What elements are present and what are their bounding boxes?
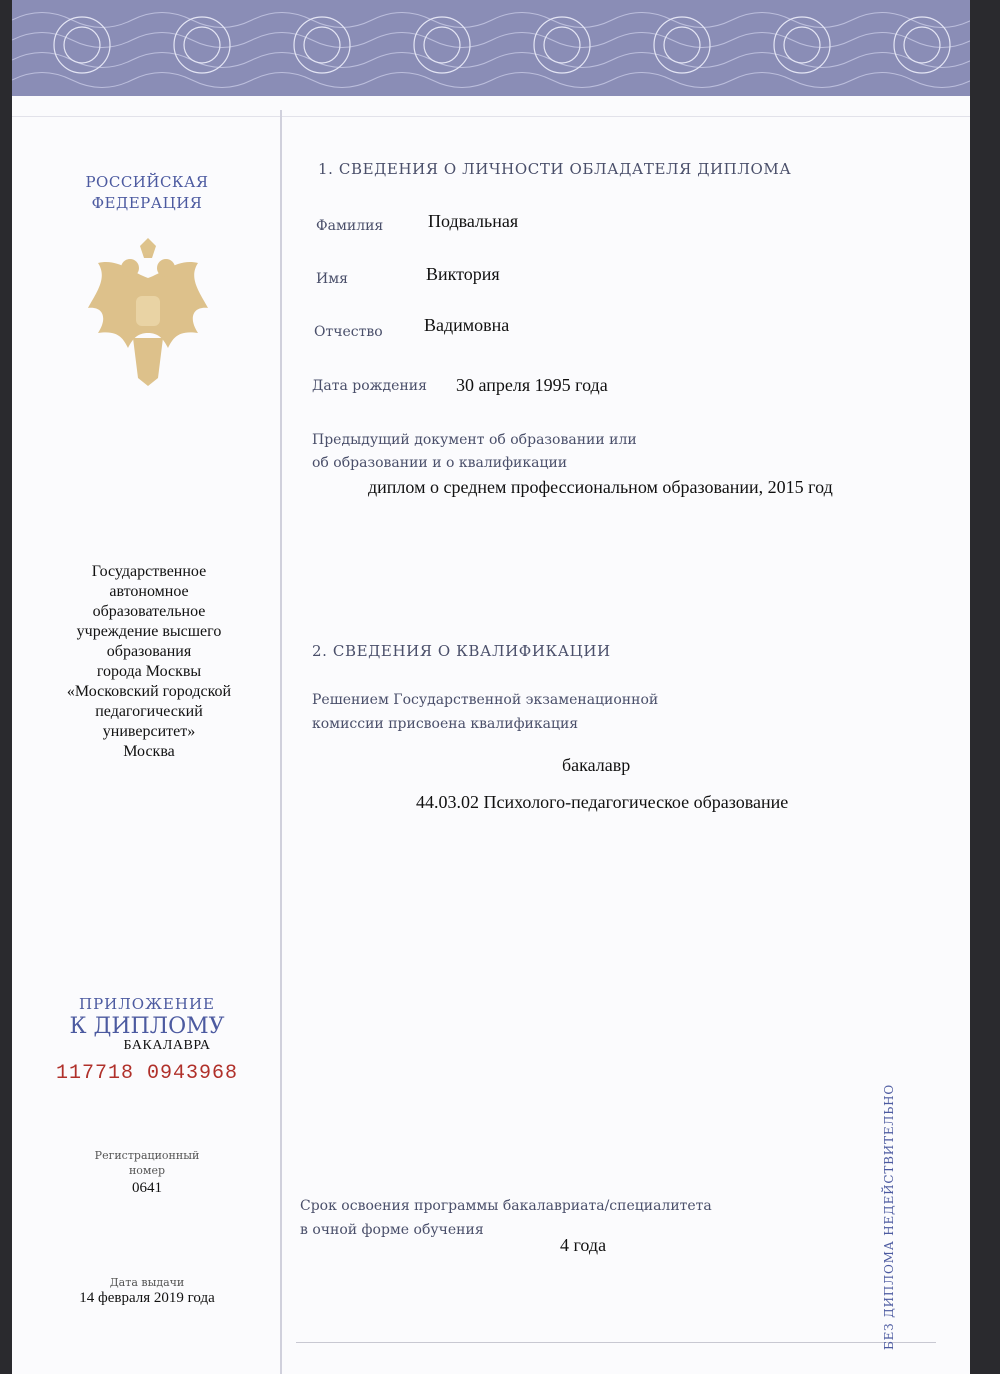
registration-label-line: Регистрационный xyxy=(94,1149,200,1162)
prev-doc-label-2: об образовании и о квалификации xyxy=(312,455,568,471)
program-value: 44.03.02 Психолого-педагогическое образование xyxy=(416,792,789,812)
issue-date: 14 февраля 2019 года xyxy=(79,1290,215,1306)
surname-label: Фамилия xyxy=(316,218,384,234)
org-line: образования xyxy=(106,643,192,660)
org-line: Государственное xyxy=(91,563,207,580)
org-line: университет» xyxy=(102,723,196,740)
term-label: Срок освоения программы бакалавриата/специалитета xyxy=(300,1198,712,1214)
registration-label-line: номер xyxy=(128,1164,166,1177)
dob-label: Дата рождения xyxy=(312,378,427,394)
university-name xyxy=(34,562,264,762)
appendix-title: ПРИЛОЖЕНИЕ xyxy=(79,995,215,1013)
org-line: «Московский городской xyxy=(66,683,232,700)
name-value: Виктория xyxy=(426,264,500,284)
country-name xyxy=(52,172,242,214)
degree-level: БАКАЛАВРА xyxy=(123,1038,211,1053)
diploma-appendix-page xyxy=(12,0,970,1374)
bottom-rule xyxy=(296,1342,936,1343)
org-line: города Москвы xyxy=(96,663,202,680)
qualification-value: бакалавр xyxy=(562,755,631,775)
term-value: 4 года xyxy=(560,1235,607,1255)
registration-number: 0641 xyxy=(132,1180,162,1196)
decision-label: Решением Государственной экзаменационной xyxy=(312,692,659,708)
guilloche-security-band xyxy=(12,0,970,96)
country-line: ФЕДЕРАЦИЯ xyxy=(91,194,203,212)
org-line: автономное xyxy=(109,583,189,600)
side-note: БЕЗ ДИПЛОМА НЕДЕЙСТВИТЕЛЬНО xyxy=(882,1083,896,1350)
org-line: образовательное xyxy=(92,603,206,620)
prev-doc-value: диплом о среднем профессиональном образовании, 2015 год xyxy=(368,477,833,497)
coat-of-arms-icon xyxy=(78,238,218,392)
country-line: РОССИЙСКАЯ xyxy=(85,173,209,191)
org-line: учреждение высшего xyxy=(76,623,222,640)
decision-label-2: комиссии присвоена квалификация xyxy=(312,716,579,732)
name-label: Имя xyxy=(316,271,348,287)
registration-label xyxy=(72,1148,222,1178)
patronymic-value: Вадимовна xyxy=(424,315,510,335)
serial-number: 117718 0943968 xyxy=(55,1062,239,1085)
guilloche-pattern-icon xyxy=(12,0,970,96)
org-line: педагогический xyxy=(95,703,203,720)
surname-value: Подвальная xyxy=(428,211,519,231)
issue-date-label: Дата выдачи xyxy=(109,1276,185,1289)
prev-doc-label: Предыдущий документ об образовании или xyxy=(312,432,637,448)
term-label-2: в очной форме обучения xyxy=(300,1222,484,1238)
appendix-subtitle: К ДИПЛОМУ xyxy=(69,1014,225,1039)
dob-value: 30 апреля 1995 года xyxy=(456,375,608,395)
column-divider xyxy=(280,110,282,1374)
section1-title: 1. СВЕДЕНИЯ О ЛИЧНОСТИ ОБЛАДАТЕЛЯ ДИПЛОМА xyxy=(318,160,792,178)
section2-title: 2. СВЕДЕНИЯ О КВАЛИФИКАЦИИ xyxy=(312,642,611,660)
patronymic-label: Отчество xyxy=(314,324,383,340)
org-line: Москва xyxy=(123,743,175,760)
